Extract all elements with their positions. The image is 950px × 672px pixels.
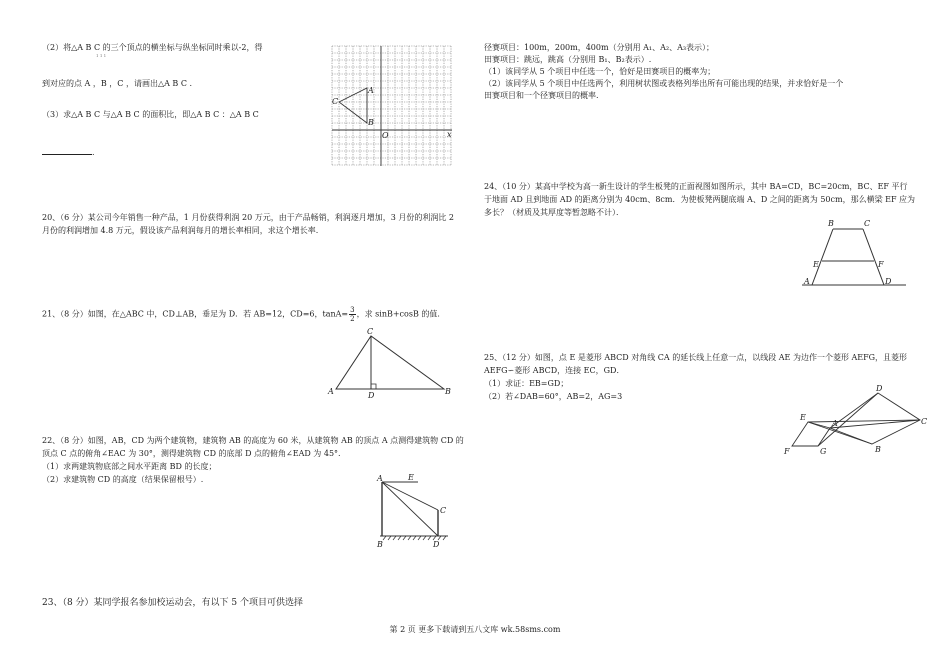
label-c: C <box>440 506 447 515</box>
label-c: C <box>367 327 374 336</box>
q19-part3-line: （3）求△A B C 与△A B C 的面积比，即△A B C ：△A B C <box>42 110 259 119</box>
q21-triangle-figure <box>326 326 456 398</box>
label-origin: O <box>382 131 389 140</box>
page-footer: 第 2 页 更多下载请到五八文库 wk.58sms.com <box>389 625 561 634</box>
label-d: D <box>885 277 892 286</box>
q19-part2-line1: （2）将△A B C 的三个顶点的横坐标与纵坐标同时乘以-2，得 <box>42 43 263 52</box>
q22-line4: （2）求建筑物 CD 的高度（结果保留根号）. <box>42 475 204 484</box>
q23-line5: （2）该同学从 5 个项目中任选两个，利用树状图或表格列举出所有可能出现的结果，并求恰好是一个 <box>484 79 844 88</box>
label-x: x <box>447 130 452 139</box>
label-c: C <box>864 219 871 228</box>
q21-fraction <box>349 306 355 323</box>
q25-line2: AEFG∽菱形 ABCD，连接 EC，GD． <box>484 366 625 375</box>
q21-suffix: ，求 sinB+cosB 的值． <box>356 309 446 319</box>
label-e: E <box>813 260 819 269</box>
q19-coordinate-grid-figure <box>328 42 456 170</box>
q25-line3: （1）求证：EB=GD； <box>484 379 569 388</box>
answer-blank <box>42 147 92 155</box>
label-b: B <box>377 540 383 549</box>
q25-line4: （2）若∠DAB=60°，AB=2，AG=3 <box>484 392 623 401</box>
rhombus-abcd <box>830 393 920 444</box>
label-d: D <box>876 384 883 393</box>
q22-line2: 顶点 C 点的俯角∠EAC 为 30°，测得建筑物 CD 的底部 D 点的俯角∠EAD 为 45°. <box>42 449 341 458</box>
label-a: A <box>377 474 383 483</box>
fraction-numerator: 3 <box>350 306 355 314</box>
label-a: A <box>804 277 810 286</box>
q19-period: . <box>92 148 95 157</box>
q24-line3: 多长？（材质及其厚度等暂忽略不计）． <box>484 208 624 217</box>
q20-line1: 20、（6 分）某公司今年销售一种产品，1 月份获得利润 20 万元，由于产品畅销，利润逐月增加，3 月份的利润比 2 <box>42 213 454 222</box>
label-b: B <box>875 445 881 454</box>
q22-line1: 22、（8 分）如图，AB，CD 为两个建筑物，建筑物 AB 的高度为 60 米，从建筑物 AB 的顶点 A 点测得建筑物 CD 的 <box>42 436 464 445</box>
q24-line1: 24、（10 分）某高中学校为高一新生设计的学生板凳的正面视图如图所示，其中 BA=CD，BC=20cm，BC、EF 平行 <box>484 182 908 191</box>
label-b: B <box>445 387 451 396</box>
label-f: F <box>784 447 790 456</box>
rhombus-aefg <box>792 422 830 446</box>
q25-line1: 25、（12 分）如图，点 E 是菱形 ABCD 对角线 CA 的延长线上任意一点，以线段 AE 为边作一个菱形 AEFG，且菱形 <box>484 353 908 362</box>
q19-part2-line2: 到对应的点 A ，B ，C ，请画出△A B C . <box>42 79 193 88</box>
label-c: C <box>921 417 928 426</box>
q24-bench-figure <box>798 215 910 290</box>
q22-line3: （1）求两建筑物底部之间水平距离 BD 的长度； <box>42 462 217 471</box>
q21-line <box>42 306 445 323</box>
label-d: D <box>433 540 440 549</box>
label-g: G <box>820 447 827 456</box>
subscript-marks: 1 1 1 <box>96 53 107 58</box>
q23-line4: （1）该同学从 5 个项目中任选一个，恰好是田赛项目的概率为； <box>484 67 716 76</box>
triangle-abc <box>339 88 367 123</box>
q19-answer-blank <box>42 147 95 158</box>
q20-line2: 月份的利润增加 4.8 万元，假设该产品利润每月的增长率相同，求这个增长率. <box>42 226 319 235</box>
label-c: C <box>332 97 339 106</box>
q23-line1: 23、（8 分）某同学报名参加校运动会，有以下 5 个项目可供选择 <box>42 598 303 608</box>
q22-buildings-figure <box>372 470 457 550</box>
label-b: B <box>828 219 834 228</box>
label-a: A <box>368 86 374 95</box>
q23-line2: 径赛项目：100m，200m，400m（分别用 A₁、A₂、A₃表示）； <box>484 43 715 52</box>
q24-line2: 于地面 AD 且到地面 AD 的距离分别为 40cm、8cm．为使板凳两腿底端 A、D 之间的距离为 50cm，那么横梁 EF 应为 <box>484 195 916 204</box>
q21-prefix: 21、（8 分）如图，在△ABC 中，CD⊥AB，垂足为 D．若 AB=12，CD=6，tanA= <box>42 309 349 319</box>
q25-rhombus-figure <box>780 382 930 460</box>
label-e: E <box>800 413 806 422</box>
q23-line3: 田赛项目：跳远，跳高（分别用 B₁、B₂表示）. <box>484 55 652 64</box>
label-d: D <box>368 391 375 398</box>
label-f: F <box>878 260 884 269</box>
label-a: A <box>832 419 838 428</box>
fraction-denominator: 2 <box>350 315 355 323</box>
q23-line6: 田赛项目和一个径赛项目的概率. <box>484 91 599 100</box>
label-e: E <box>408 473 414 482</box>
label-b: B <box>368 118 374 127</box>
label-a: A <box>328 387 334 396</box>
